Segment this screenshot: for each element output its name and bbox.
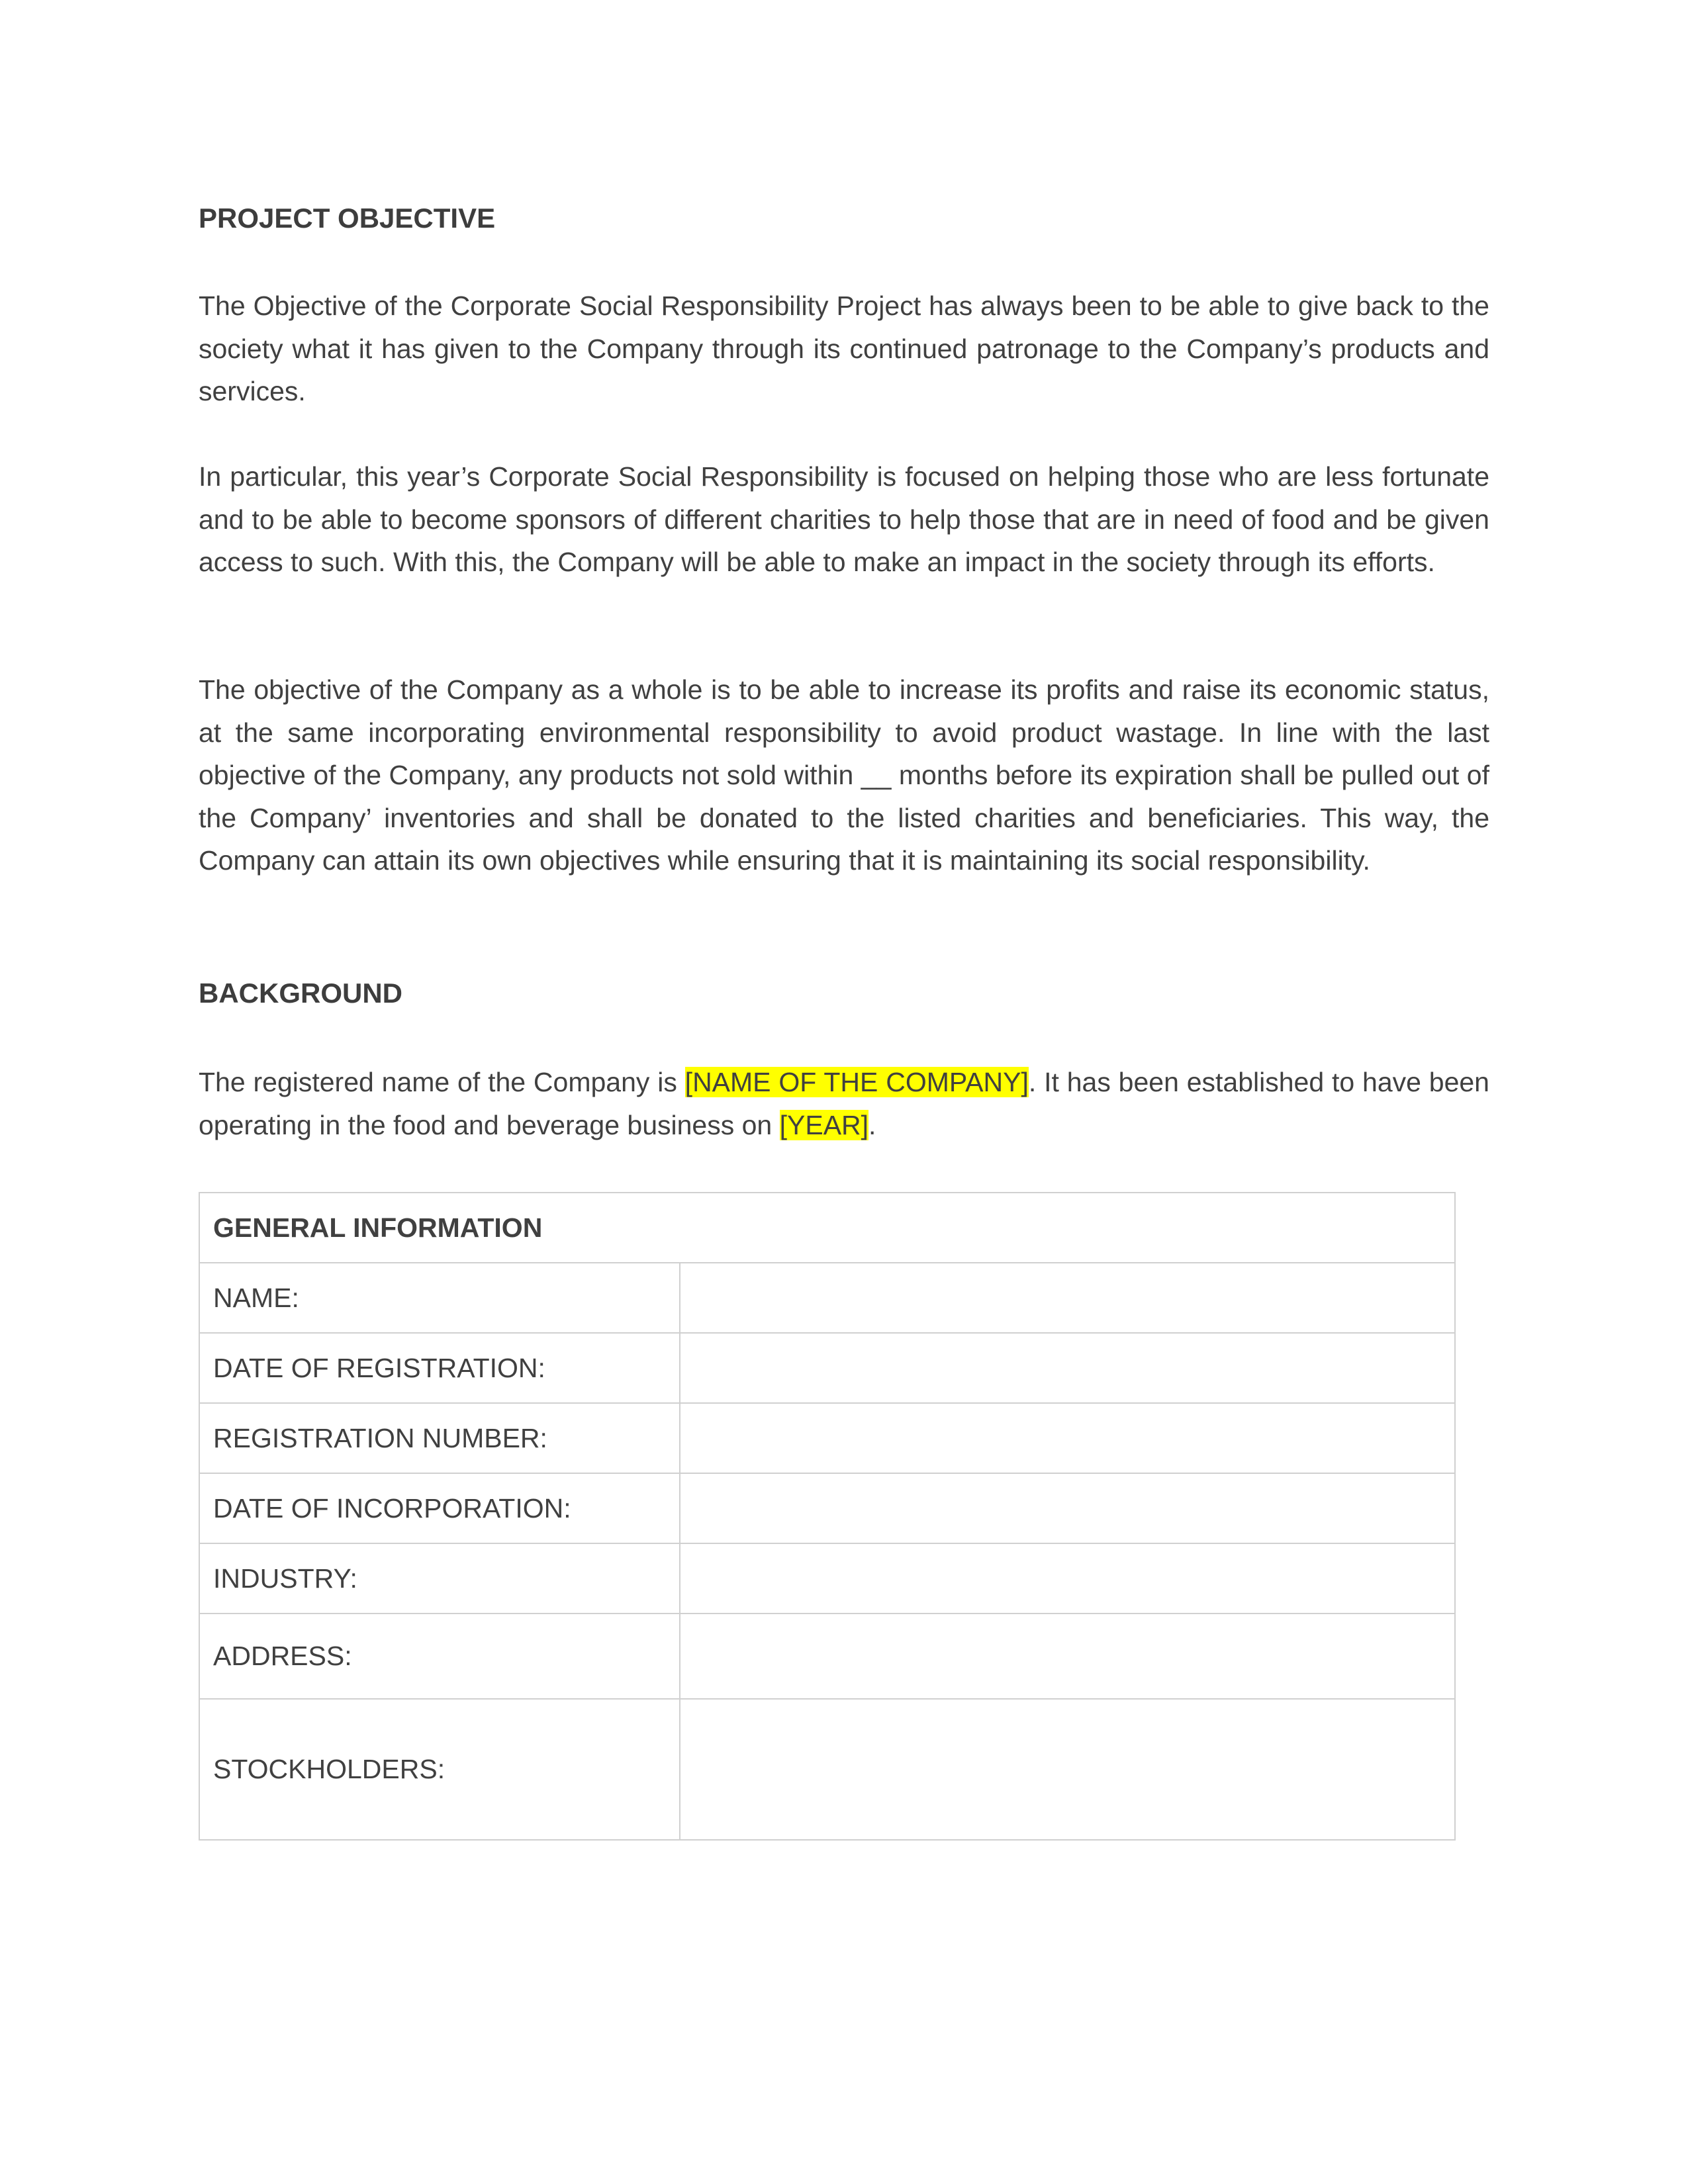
table-row	[199, 1614, 1455, 1699]
registration-number-value-cell[interactable]	[680, 1403, 1455, 1473]
name-label: NAME:	[199, 1263, 680, 1333]
table-row	[199, 1699, 1455, 1840]
address-label: ADDRESS:	[199, 1614, 680, 1699]
table-row	[199, 1333, 1455, 1403]
industry-value-cell[interactable]	[680, 1543, 1455, 1614]
background-heading: BACKGROUND	[199, 978, 402, 1009]
date-of-registration-value-cell[interactable]	[680, 1333, 1455, 1403]
background-paragraph	[199, 1061, 1489, 1146]
stockholders-value-cell[interactable]	[680, 1699, 1455, 1840]
table-row	[199, 1543, 1455, 1614]
address-value-cell[interactable]	[680, 1614, 1455, 1699]
background-text-start: The registered name of the Company is	[199, 1067, 685, 1097]
year-placeholder: [YEAR]	[779, 1109, 869, 1140]
date-of-incorporation-label: DATE OF INCORPORATION:	[199, 1473, 680, 1543]
date-of-registration-label: DATE OF REGISTRATION:	[199, 1333, 680, 1403]
objective-paragraph-1: The Objective of the Corporate Social Responsibility Project has always been to be able to give back to the society what it has given to the Company through its continued patronage to the Company’s products and services.	[199, 291, 1489, 406]
table-row	[199, 1403, 1455, 1473]
stockholders-label: STOCKHOLDERS:	[199, 1699, 680, 1840]
background-text-middle: . It has been established to have been operating in the food and beverage business on	[199, 1067, 1489, 1140]
company-name-placeholder: [NAME OF THE COMPANY]	[684, 1067, 1029, 1097]
background-text-end: .	[868, 1109, 876, 1140]
name-value-cell[interactable]	[680, 1263, 1455, 1333]
industry-label: INDUSTRY:	[199, 1543, 680, 1614]
project-objective-heading: PROJECT OBJECTIVE	[199, 203, 496, 234]
date-of-incorporation-value-cell[interactable]	[680, 1473, 1455, 1543]
objective-paragraph-3: The objective of the Company as a whole is to be able to increase its profits and raise its economic status, at the same incorporating environmental responsibility to avoid product wastage. In line with the last objective of the Company, any products not sold within __ months before its expiration shall be pulled out of the Company’ inventories and shall be donated to the listed charities and beneficiaries. This way, the Company can attain its own objectives while ensuring that it is maintaining its social responsibility.	[199, 674, 1489, 876]
table-row	[199, 1473, 1455, 1543]
registration-number-label: REGISTRATION NUMBER:	[199, 1403, 680, 1473]
general-information-header: GENERAL INFORMATION	[199, 1193, 1455, 1263]
objective-paragraph-2: In particular, this year’s Corporate Social Responsibility is focused on helping those who are less fortunate and to be able to become sponsors of different charities to help those that are in need of food and be given access to such. With this, the Company will be able to make an impact in the society through its efforts.	[199, 461, 1489, 577]
general-information-table	[199, 1192, 1456, 1841]
table-row	[199, 1263, 1455, 1333]
